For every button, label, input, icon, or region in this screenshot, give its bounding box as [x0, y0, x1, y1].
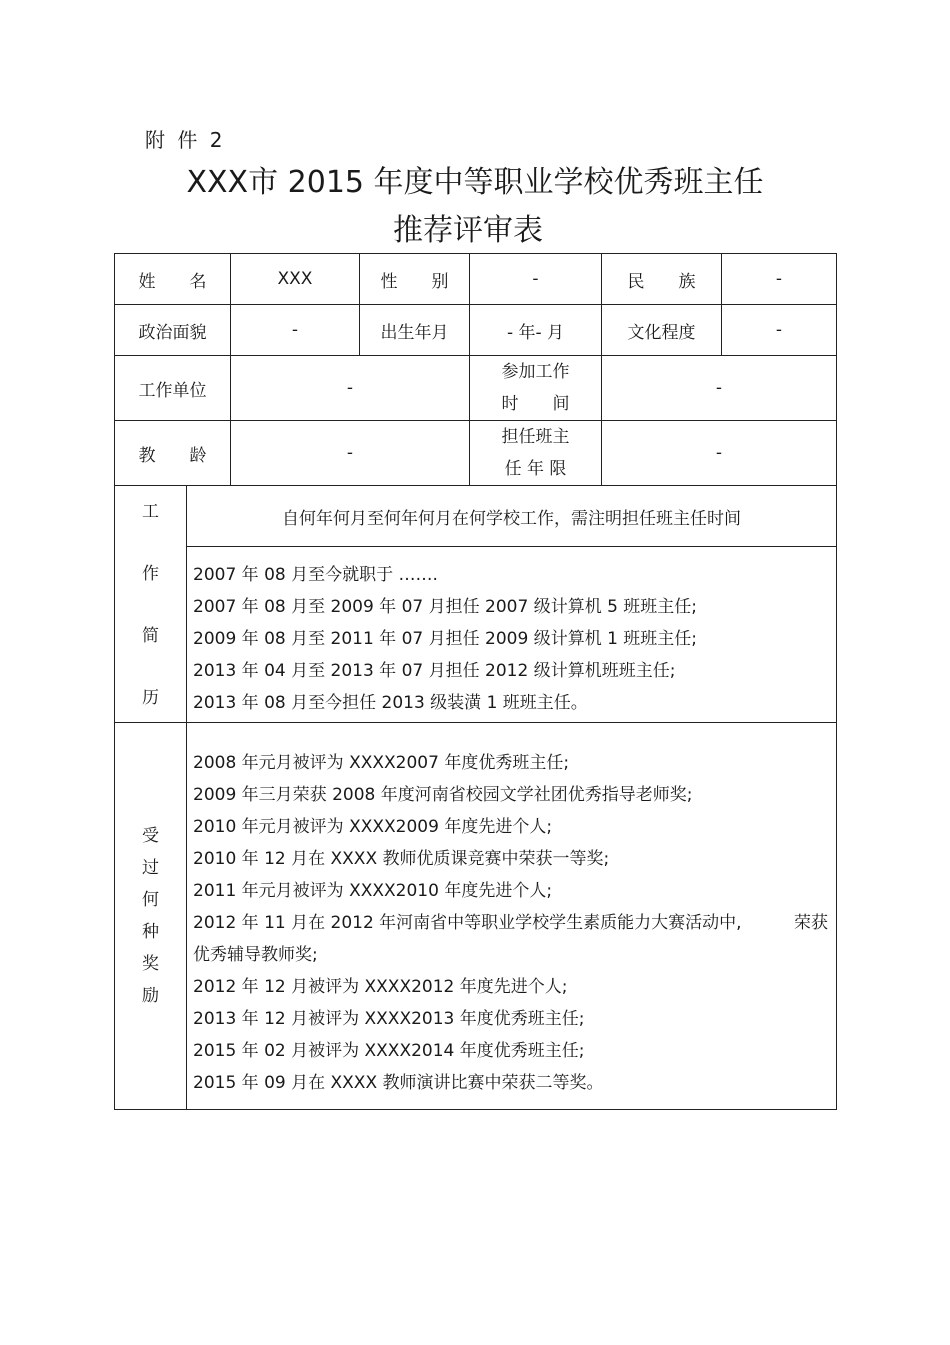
head-teacher-term-label	[470, 421, 602, 486]
award-line: 2011 年元月被评为 XXXX2010 年度先进个人;	[193, 881, 553, 901]
work-resume-char-3: 简	[142, 626, 159, 646]
award-line-wrapped-end: 荣获	[794, 913, 828, 933]
award-line: 2015 年 09 月在 XXXX 教师演讲比赛中荣获二等奖。	[193, 1073, 604, 1093]
work-resume-instruction: 自何年何月至何年何月在何学校工作，需注明担任班主任时间	[187, 486, 837, 547]
head-teacher-term-label-line2: 任 年 限	[504, 459, 567, 479]
award-line: 2009 年三月荣获 2008 年度河南省校园文学社团优秀指导老师奖;	[193, 785, 693, 805]
politics-value: -	[231, 305, 360, 356]
join-work-label-line1: 参加工作	[501, 362, 570, 382]
award-line: 2010 年 12 月在 XXXX 教师优质课竞赛中荣获一等奖;	[193, 849, 610, 869]
birth-value: - 年- 月	[470, 305, 602, 356]
awards-char-1: 受	[142, 826, 159, 846]
award-line-continuation: 优秀辅导教师奖;	[193, 945, 318, 965]
resume-line: 2007 年 08 月至今就职于 …….	[193, 565, 438, 585]
name-label: 姓 名	[115, 254, 231, 305]
award-line: 2013 年 12 月被评为 XXXX2013 年度优秀班主任;	[193, 1009, 585, 1029]
award-line: 2008 年元月被评为 XXXX2007 年度优秀班主任;	[193, 753, 570, 773]
awards-row	[115, 723, 837, 1110]
work-resume-header-row	[115, 486, 837, 547]
join-work-label	[470, 356, 602, 421]
resume-line: 2007 年 08 月至 2009 年 07 月担任 2007 级计算机 5 班班主任;	[193, 597, 698, 617]
education-label: 文化程度	[602, 305, 722, 356]
basic-info-row-2	[115, 305, 837, 356]
awards-char-3: 何	[142, 890, 159, 910]
teaching-years-value: -	[231, 421, 470, 486]
name-value: XXX	[231, 254, 360, 305]
resume-line: 2013 年 08 月至今担任 2013 级装潢 1 班班主任。	[193, 693, 588, 713]
resume-line: 2013 年 04 月至 2013 年 07 月担任 2012 级计算机班班主任;	[193, 661, 676, 681]
work-resume-side-label	[115, 486, 187, 723]
attachment-label: 附 件 2	[145, 128, 226, 152]
work-resume-char-2: 作	[142, 564, 159, 584]
award-line: 2015 年 02 月被评为 XXXX2014 年度优秀班主任;	[193, 1041, 585, 1061]
basic-info-row-1	[115, 254, 837, 305]
workplace-value: -	[231, 356, 470, 421]
award-line: 2010 年元月被评为 XXXX2009 年度先进个人;	[193, 817, 553, 837]
work-resume-char-4: 历	[142, 688, 159, 708]
awards-content	[187, 723, 837, 1110]
work-resume-body-row	[115, 547, 837, 723]
ethnicity-value: -	[722, 254, 837, 305]
basic-info-row-4	[115, 421, 837, 486]
head-teacher-term-label-line1: 担任班主	[501, 427, 570, 447]
resume-line: 2009 年 08 月至 2011 年 07 月担任 2009 级计算机 1 班班主任;	[193, 629, 698, 649]
awards-char-2: 过	[142, 858, 159, 878]
recommendation-form-table	[114, 253, 837, 1110]
awards-char-5: 奖	[142, 954, 159, 974]
join-work-value: -	[602, 356, 837, 421]
award-line-wrapped	[187, 907, 836, 939]
ethnicity-label: 民 族	[602, 254, 722, 305]
gender-label: 性 别	[360, 254, 470, 305]
politics-label: 政治面貌	[115, 305, 231, 356]
gender-value: -	[470, 254, 602, 305]
teaching-years-label: 教 龄	[115, 421, 231, 486]
work-resume-content	[187, 547, 837, 723]
award-line-wrapped-main: 2012 年 11 月在 2012 年河南省中等职业学校学生素质能力大赛活动中,	[193, 913, 742, 933]
award-line: 2012 年 12 月被评为 XXXX2012 年度先进个人;	[193, 977, 568, 997]
awards-char-4: 种	[142, 922, 159, 942]
join-work-label-line2: 时 间	[501, 394, 570, 414]
awards-char-6: 励	[142, 986, 159, 1006]
work-resume-char-1: 工	[142, 502, 159, 522]
birth-label: 出生年月	[360, 305, 470, 356]
education-value: -	[722, 305, 837, 356]
basic-info-row-3	[115, 356, 837, 421]
workplace-label: 工作单位	[115, 356, 231, 421]
form-subtitle: 推荐评审表	[393, 213, 543, 248]
form-title: XXX市 2015 年度中等职业学校优秀班主任	[186, 165, 764, 200]
awards-side-label	[115, 723, 187, 1110]
head-teacher-term-value: -	[602, 421, 837, 486]
